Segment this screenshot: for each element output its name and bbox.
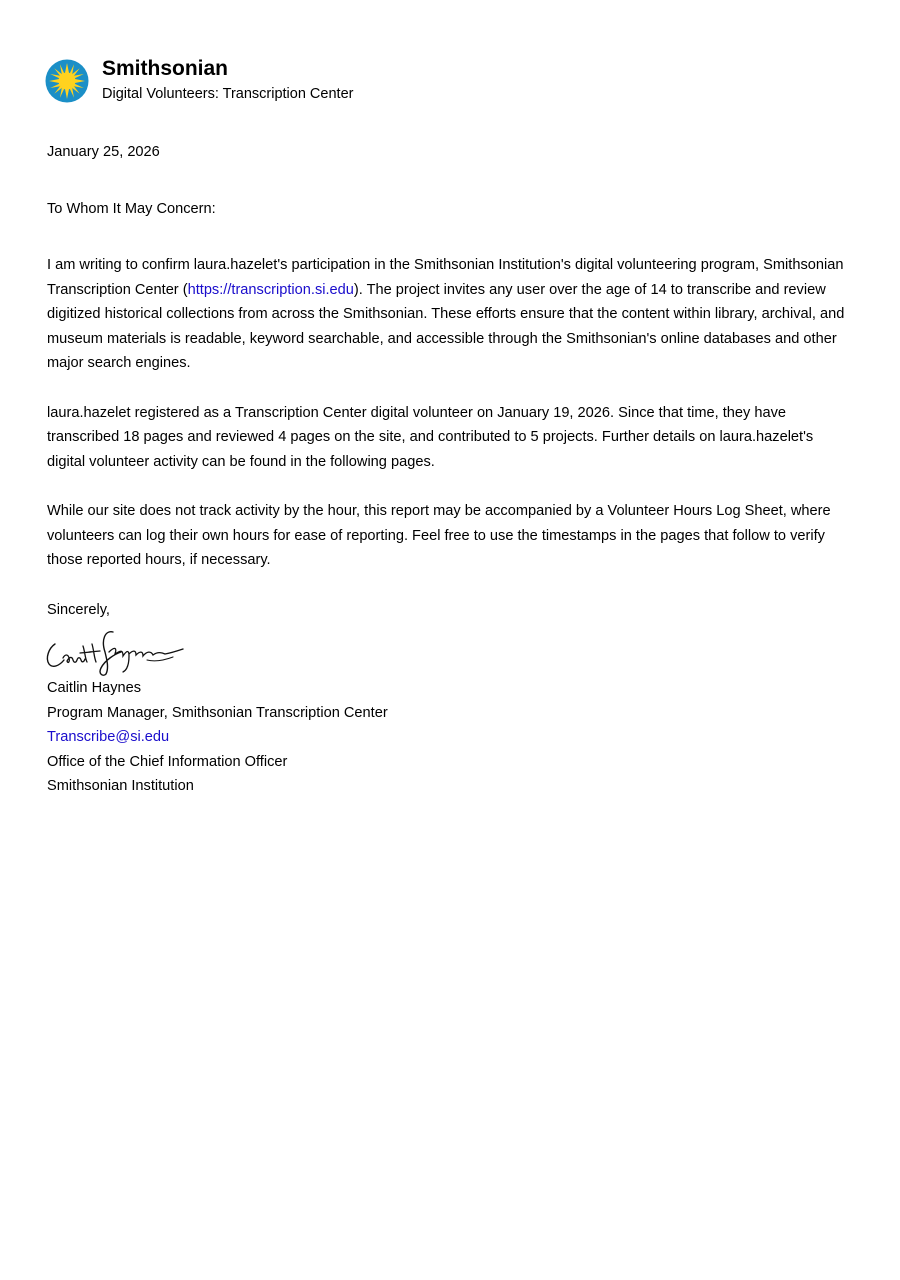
paragraph-intro — [47, 253, 847, 376]
closing: Sincerely, — [47, 601, 110, 618]
signatory-office: Office of the Chief Information Officer — [47, 753, 288, 770]
paragraph-intro-text-1: I am writing to confirm laura.hazelet's participation in the Smithsonian Institution's digital volunteering program, Smithsonian Transcription Center ( — [47, 257, 844, 298]
paragraph-intro-text-2: ). The project invites any user over the age of 14 to transcribe and review digitized historical collections from across the Smithsonian. These efforts ensure that the content within library, archival, and museum materials is readable, keyword searchable, and accessible through the Smithsonian's online databases and other major search engines. — [47, 281, 845, 371]
org-subtitle: Digital Volunteers: Transcription Center — [102, 86, 354, 102]
signatory-title: Program Manager, Smithsonian Transcription Center — [47, 704, 388, 721]
paragraph-activity: laura.hazelet registered as a Transcription Center digital volunteer on January 19, 2026. Since that time, they have transcribed 18 pages and reviewed 4 pages on the site, and contributed to 5 projects. Further details on laura.hazelet's digital volunteer activity can be found in the following pages. — [47, 404, 814, 470]
smithsonian-sun-icon — [45, 59, 89, 103]
letter-body — [47, 140, 847, 799]
letterhead — [45, 57, 353, 104]
handwritten-signature — [43, 624, 188, 676]
org-name: Smithsonian — [102, 57, 229, 80]
signatory-email-link[interactable]: Transcribe@si.edu — [47, 729, 170, 745]
signatory-name: Caitlin Haynes — [47, 680, 142, 696]
signatory-block — [47, 676, 847, 799]
letter-date: January 25, 2026 — [47, 144, 160, 160]
salutation: To Whom It May Concern: — [47, 200, 216, 217]
paragraph-hours: While our site does not track activity by the hour, this report may be accompanied by a Volunteer Hours Log Sheet, where volunteers can log their own hours for ease of reporting. Feel free to use the timestamps in the pages that follow to verify those reported hours, if necessary. — [47, 503, 831, 568]
signatory-institution: Smithsonian Institution — [47, 778, 194, 794]
transcription-center-link[interactable]: https://transcription.si.edu — [187, 281, 354, 298]
